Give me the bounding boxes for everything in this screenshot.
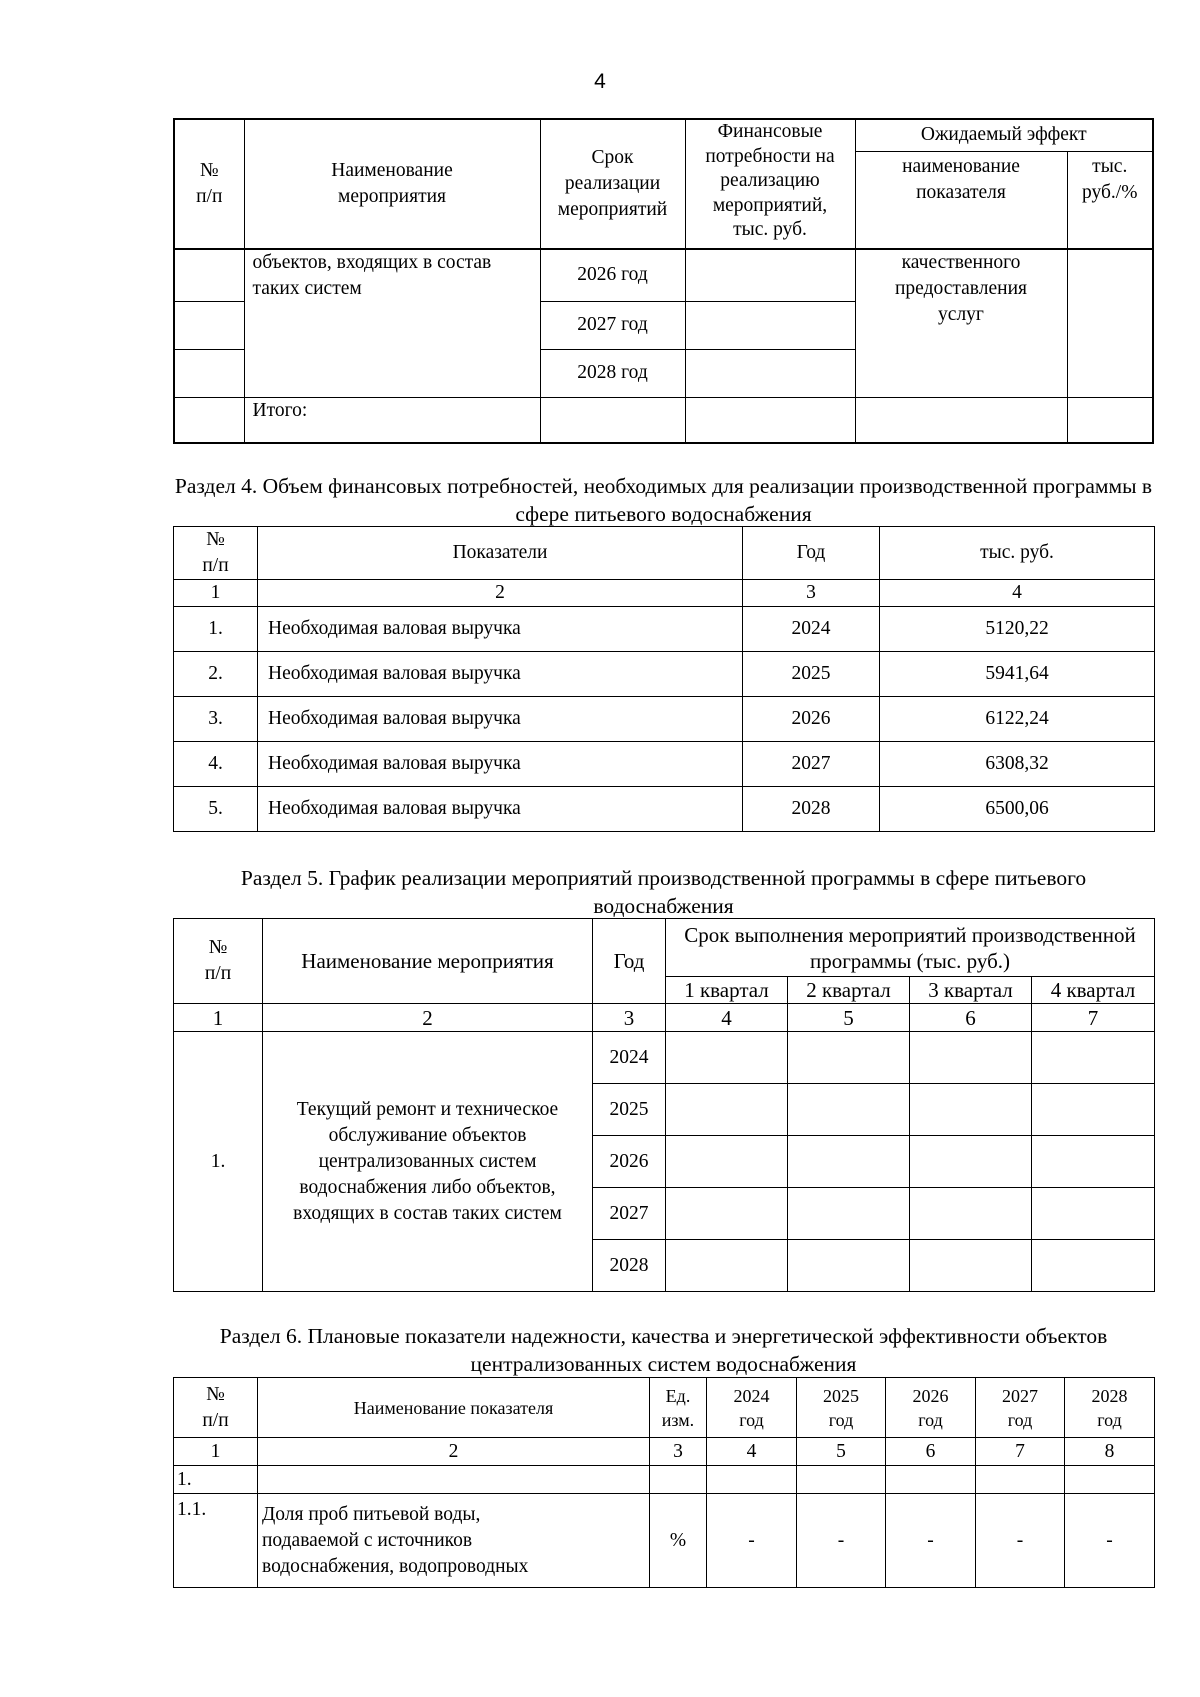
column-number: 1 [174, 1004, 263, 1032]
table-row [174, 742, 1155, 787]
year-cell: 2028 год [540, 349, 685, 397]
quarter-cell [666, 1084, 788, 1136]
row-activity-name: Текущий ремонт и техническое обслуживание объектов централизованных систем водоснабжения либо объектов, входящих в состав таких систем [263, 1032, 593, 1292]
header-indicator-name: наименование показателя [855, 151, 1067, 249]
activity-text: объектов, входящих в состав таких систем [244, 249, 540, 397]
header-quarter: 4 квартал [1032, 977, 1155, 1004]
row-value: - [976, 1494, 1065, 1588]
column-number: 7 [1032, 1004, 1155, 1032]
row-number: 1. [174, 1032, 263, 1292]
row-year: 2028 [743, 787, 880, 832]
header-year: 2026 год [886, 1378, 976, 1438]
header-indicator-name: Наименование показателя [258, 1378, 650, 1438]
column-number: 4 [880, 580, 1155, 607]
total-cell [1067, 397, 1153, 443]
financial-cell [685, 249, 855, 301]
header-thousand-rub: тыс. руб. [880, 527, 1155, 580]
row-number: 5. [174, 787, 258, 832]
column-number: 6 [886, 1438, 976, 1466]
row-value: 6500,06 [880, 787, 1155, 832]
row-year: 2027 [593, 1188, 666, 1240]
row-number: 3. [174, 697, 258, 742]
quarter-cell [788, 1188, 910, 1240]
row-value: 6308,32 [880, 742, 1155, 787]
quarter-cell [910, 1240, 1032, 1292]
quarter-cell [1032, 1240, 1155, 1292]
header-num: № п/п [174, 1378, 258, 1438]
row-name: Необходимая валовая выручка [258, 652, 743, 697]
header-year: Год [593, 919, 666, 1004]
row-year: 2026 [743, 697, 880, 742]
page-number: 4 [594, 70, 606, 93]
empty-cell [258, 1466, 650, 1494]
quarter-cell [666, 1032, 788, 1084]
quarter-cell [1032, 1136, 1155, 1188]
header-num: № п/п [174, 527, 258, 580]
header-financial-needs: Финансовые потребности на реализацию мероприятий, тыс. руб. [685, 119, 855, 249]
column-number: 5 [797, 1438, 886, 1466]
header-quarter: 3 квартал [910, 977, 1032, 1004]
effect-value-cell [1067, 249, 1153, 397]
row-name: Необходимая валовая выручка [258, 787, 743, 832]
row-value: - [1065, 1494, 1155, 1588]
row-name: Необходимая валовая выручка [258, 742, 743, 787]
header-year: 2028 год [1065, 1378, 1155, 1438]
header-num: № п/п [174, 919, 263, 1004]
quarter-cell [666, 1240, 788, 1292]
column-number: 4 [666, 1004, 788, 1032]
activities-table-continued [173, 118, 1154, 444]
column-number: 1 [174, 1438, 258, 1466]
header-num: № п/п [174, 119, 244, 249]
header-term: Срок реализации мероприятий [540, 119, 685, 249]
header-indicator-value: тыс. руб./% [1067, 151, 1153, 249]
row-indicator-name: Доля проб питьевой воды, подаваемой с источников водоснабжения, водопроводных [258, 1494, 650, 1588]
column-number: 3 [650, 1438, 707, 1466]
row-year: 2025 [743, 652, 880, 697]
row-value: - [707, 1494, 797, 1588]
section4-table [173, 526, 1155, 832]
row-num-cell [174, 349, 244, 397]
header-unit: Ед. изм. [650, 1378, 707, 1438]
section6-table [173, 1377, 1155, 1588]
quarter-cell [788, 1032, 910, 1084]
quarter-cell [1032, 1084, 1155, 1136]
quarter-cell [1032, 1188, 1155, 1240]
table-row [174, 652, 1155, 697]
column-number: 6 [910, 1004, 1032, 1032]
row-num-cell [174, 397, 244, 443]
header-year: 2025 год [797, 1378, 886, 1438]
quarter-cell [788, 1136, 910, 1188]
table-row [174, 787, 1155, 832]
row-year: 2027 [743, 742, 880, 787]
row-number: 2. [174, 652, 258, 697]
column-number: 7 [976, 1438, 1065, 1466]
row-year: 2024 [593, 1032, 666, 1084]
table-row [174, 697, 1155, 742]
quarter-cell [910, 1188, 1032, 1240]
header-year: 2024 год [707, 1378, 797, 1438]
row-year: 2028 [593, 1240, 666, 1292]
row-name: Необходимая валовая выручка [258, 697, 743, 742]
header-activity-name: Наименование мероприятия [263, 919, 593, 1004]
row-year: 2025 [593, 1084, 666, 1136]
quarter-cell [1032, 1032, 1155, 1084]
row-year: 2024 [743, 607, 880, 652]
total-cell [685, 397, 855, 443]
header-year: Год [743, 527, 880, 580]
effect-text: качественного предоставления услуг [855, 249, 1067, 397]
row-number: 4. [174, 742, 258, 787]
column-number: 2 [263, 1004, 593, 1032]
quarter-cell [666, 1188, 788, 1240]
empty-cell [650, 1466, 707, 1494]
row-value: - [797, 1494, 886, 1588]
row-value: 6122,24 [880, 697, 1155, 742]
quarter-cell [910, 1032, 1032, 1084]
header-expected-effect: Ожидаемый эффект [855, 119, 1153, 151]
empty-cell [976, 1466, 1065, 1494]
section5-title: Раздел 5. График реализации мероприятий производственной программы в сфере питьевого водоснабжения [240, 866, 1087, 918]
quarter-cell [910, 1084, 1032, 1136]
total-cell [855, 397, 1067, 443]
quarter-cell [788, 1084, 910, 1136]
column-number: 3 [743, 580, 880, 607]
row-number: 1. [174, 1466, 258, 1494]
header-term: Срок выполнения мероприятий производственной программы (тыс. руб.) [666, 919, 1155, 977]
row-value: - [886, 1494, 976, 1588]
column-number: 8 [1065, 1438, 1155, 1466]
row-year: 2026 [593, 1136, 666, 1188]
column-number: 2 [258, 580, 743, 607]
table-row [174, 607, 1155, 652]
column-number: 3 [593, 1004, 666, 1032]
total-label: Итого: [244, 397, 540, 443]
column-number: 5 [788, 1004, 910, 1032]
row-name: Необходимая валовая выручка [258, 607, 743, 652]
header-year: 2027 год [976, 1378, 1065, 1438]
header-indicators: Показатели [258, 527, 743, 580]
empty-cell [797, 1466, 886, 1494]
empty-cell [1065, 1466, 1155, 1494]
row-number: 1.1. [174, 1494, 258, 1588]
empty-cell [707, 1466, 797, 1494]
row-value: 5941,64 [880, 652, 1155, 697]
quarter-cell [788, 1240, 910, 1292]
header-quarter: 2 квартал [788, 977, 910, 1004]
total-cell [540, 397, 685, 443]
quarter-cell [666, 1136, 788, 1188]
financial-cell [685, 301, 855, 349]
empty-cell [886, 1466, 976, 1494]
row-num-cell [174, 249, 244, 301]
row-value: 5120,22 [880, 607, 1155, 652]
quarter-cell [910, 1136, 1032, 1188]
header-quarter: 1 квартал [666, 977, 788, 1004]
column-number: 1 [174, 580, 258, 607]
section6-title: Раздел 6. Плановые показатели надежности, качества и энергетической эффективности объектов централизованных систем водоснабжения [219, 1324, 1108, 1376]
column-number: 2 [258, 1438, 650, 1466]
year-cell: 2026 год [540, 249, 685, 301]
section4-title: Раздел 4. Объем финансовых потребностей, необходимых для реализации производственной программы в сфере питьевого водоснабжения [174, 474, 1153, 526]
financial-cell [685, 349, 855, 397]
row-number: 1. [174, 607, 258, 652]
header-activity-name: Наименование мероприятия [244, 119, 540, 249]
year-cell: 2027 год [540, 301, 685, 349]
row-num-cell [174, 301, 244, 349]
section5-table [173, 918, 1155, 1292]
column-number: 4 [707, 1438, 797, 1466]
row-unit: % [650, 1494, 707, 1588]
